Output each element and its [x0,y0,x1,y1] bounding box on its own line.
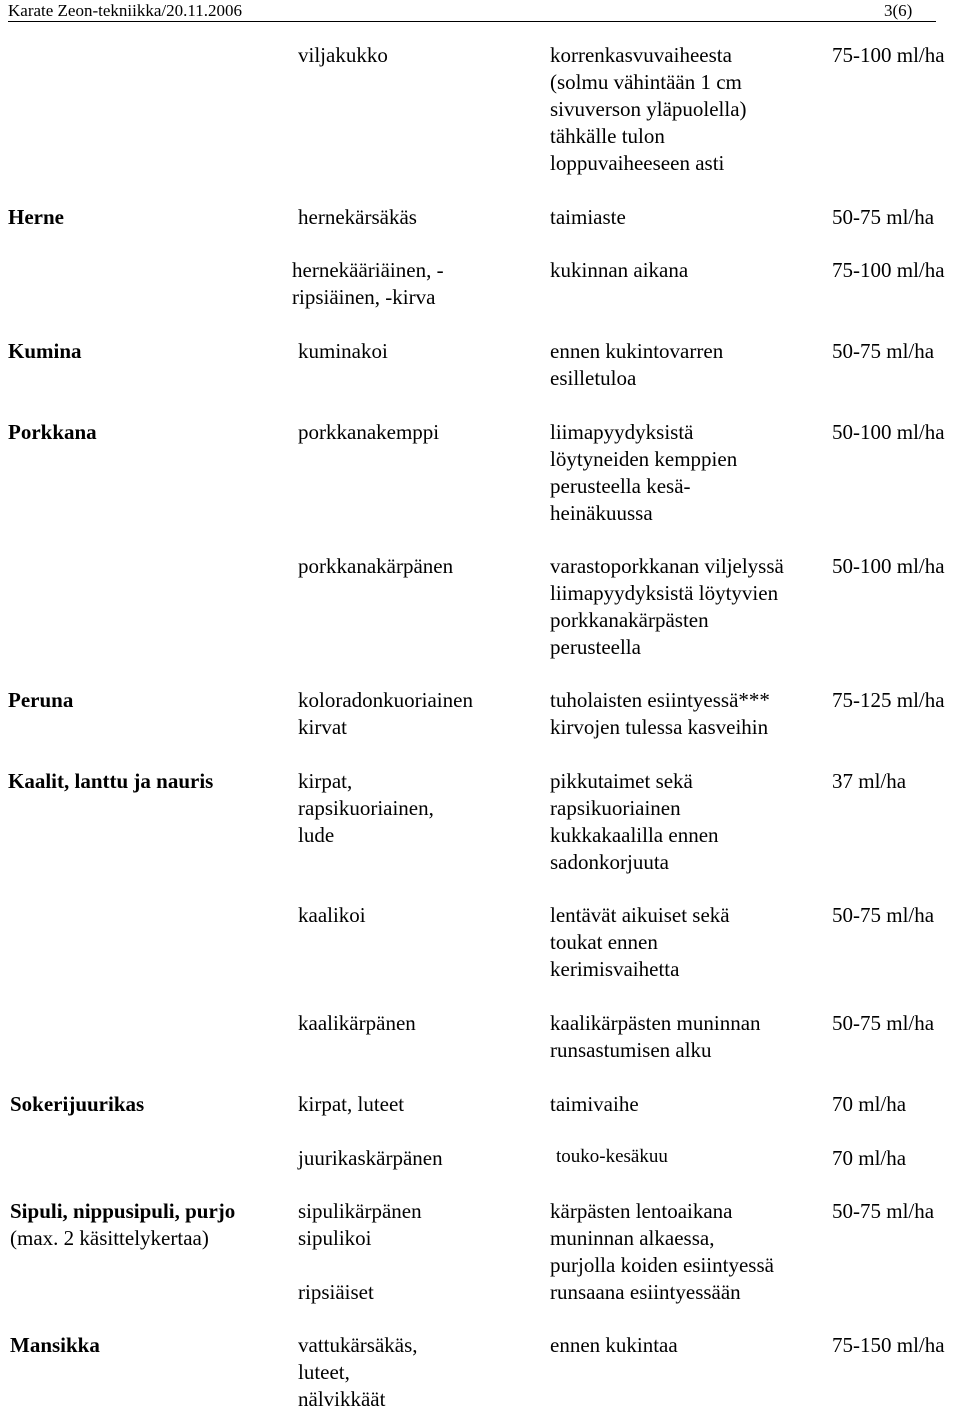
dose: 70 ml/ha [832,1092,907,1116]
crop-name: Kaalit, lanttu ja nauris [8,769,214,793]
treatment-timing: ennen kukintaa [550,1333,678,1357]
treatment-timing: ennen kukintovarren esilletuloa [550,339,724,390]
treatment-timing: tuholaisten esiintyessä*** kirvojen tulessa kasveihin [550,688,770,739]
dose: 50-75 ml/ha [832,1011,935,1035]
pest-name: kaalikärpänen [298,1011,416,1035]
crop-name: Sipuli, nippusipuli, purjo [10,1199,236,1223]
page-header [8,0,936,22]
dose: 50-100 ml/ha [832,420,945,444]
pest-name: sipulikärpänen sipulikoi ripsiäiset [298,1199,422,1304]
pest-name: hernekääriäinen, - ripsiäinen, -kirva [292,258,444,309]
dose: 75-100 ml/ha [832,258,945,282]
treatment-timing: touko-kesäkuu [556,1146,668,1167]
pest-name: kirpat, rapsikuoriainen, lude [298,769,434,847]
pest-name: viljakukko [298,43,388,67]
crop-name: Kumina [8,339,82,363]
treatment-timing: kaalikärpästen muninnan runsastumisen alku [550,1011,761,1062]
pest-name: kaalikoi [298,903,366,927]
pest-name: kirpat, luteet [298,1092,405,1116]
pest-name: koloradonkuoriainen kirvat [298,688,473,739]
crop-name: Peruna [8,688,74,712]
pest-name: kuminakoi [298,339,388,363]
dose: 75-150 ml/ha [832,1333,945,1357]
pest-name: hernekärsäkäs [298,205,417,229]
treatment-timing: lentävät aikuiset sekä toukat ennen kerimisvaihetta [550,903,730,981]
treatment-timing: pikkutaimet sekä rapsikuoriainen kukkakaalilla ennen sadonkorjuuta [550,769,719,874]
pest-name: vattukärsäkäs, luteet, nälvikkäät [298,1333,418,1411]
dose: 50-75 ml/ha [832,903,935,927]
pest-name: juurikaskärpänen [298,1146,443,1170]
dose: 50-100 ml/ha [832,554,945,578]
dose: 75-100 ml/ha [832,43,945,67]
dose: 37 ml/ha [832,769,907,793]
treatment-timing: kärpästen lentoaikana muninnan alkaessa, purjolla koiden esiintyessä runsaana esiintyessään [550,1199,774,1304]
treatment-timing: varastoporkkanan viljelyssä liimapyydyksistä löytyvien porkkanakärpästen perusteella [550,554,784,659]
pest-name: porkkanakemppi [298,420,440,444]
crop-name: Mansikka [10,1333,100,1357]
treatment-timing: korrenkasvuvaiheesta (solmu vähintään 1 cm sivuverson yläpuolella) tähkälle tulon loppuvaiheeseen asti [550,43,747,175]
dose: 50-75 ml/ha [832,1199,935,1223]
treatment-timing: liimapyydyksistä löytyneiden kemppien perusteella kesä- heinäkuussa [550,420,738,525]
treatment-timing: kukinnan aikana [550,258,689,282]
dose: 50-75 ml/ha [832,205,935,229]
pest-name: porkkanakärpänen [298,554,454,578]
treatment-timing: taimiaste [550,205,626,229]
crop-name: Sokerijuurikas [10,1092,145,1116]
document-title: Karate Zeon-tekniikka/20.11.2006 [8,1,242,20]
treatment-timing: taimivaihe [550,1092,639,1116]
dose: 70 ml/ha [832,1146,907,1170]
header-rule [8,21,936,22]
crop-note: (max. 2 käsittelykertaa) [10,1226,209,1250]
crop-name: Porkkana [8,420,97,444]
crop-name: Herne [8,205,64,229]
dose: 50-75 ml/ha [832,339,935,363]
page-number: 3(6) [884,1,913,20]
dose: 75-125 ml/ha [832,688,945,712]
